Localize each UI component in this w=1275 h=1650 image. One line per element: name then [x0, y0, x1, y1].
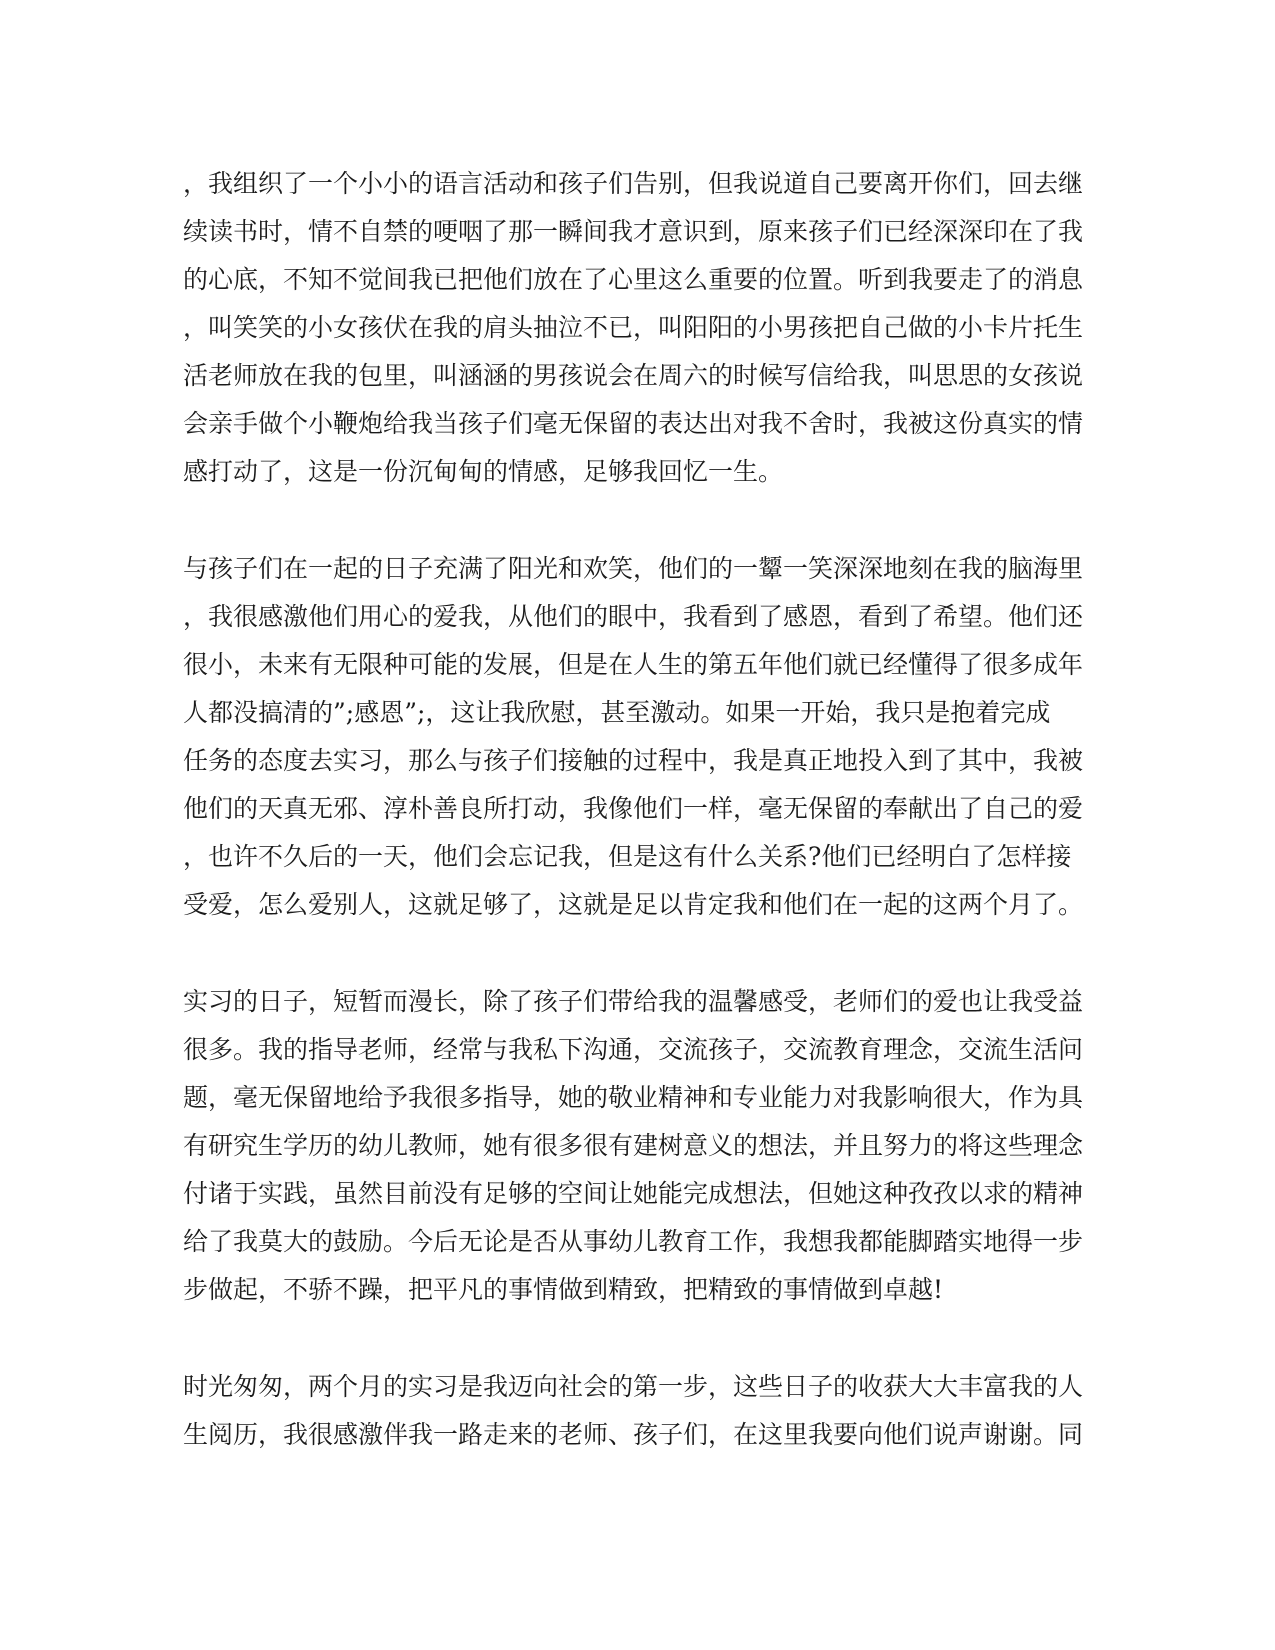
text-line: 题，毫无保留地给予我很多指导，她的敬业精神和专业能力对我影响很大，作为具 — [183, 1083, 1084, 1112]
text-line: 与孩子们在一起的日子充满了阳光和欢笑，他们的一颦一笑深深地刻在我的脑海里 — [183, 554, 1084, 583]
paragraph-1 — [183, 160, 1083, 496]
text-line: 时光匆匆，两个月的实习是我迈向社会的第一步，这些日子的收获大大丰富我的人 — [183, 1372, 1084, 1401]
text-line: 给了我莫大的鼓励。今后无论是否从事幼儿教育工作，我想我都能脚踏实地得一步 — [183, 1227, 1084, 1256]
text-line: 很多。我的指导老师，经常与我私下沟通，交流孩子，交流教育理念，交流生活问 — [183, 1035, 1084, 1064]
text-line: 他们的天真无邪、淳朴善良所打动，我像他们一样，毫无保留的奉献出了自己的爱 — [183, 794, 1084, 823]
text-line: 续读书时，情不自禁的哽咽了那一瞬间我才意识到，原来孩子们已经深深印在了我 — [183, 217, 1084, 246]
document-body — [183, 160, 1083, 1459]
text-line: 会亲手做个小鞭炮给我当孩子们毫无保留的表达出对我不舍时，我被这份真实的情 — [183, 409, 1084, 438]
paragraph-3 — [183, 978, 1083, 1314]
text-line: 付诸于实践，虽然目前没有足够的空间让她能完成想法，但她这种孜孜以求的精神 — [183, 1179, 1084, 1208]
paragraph-gap — [183, 496, 1083, 545]
text-line: 受爱，怎么爱别人，这就足够了，这就是足以肯定我和他们在一起的这两个月了。 — [183, 890, 1084, 919]
paragraph-gap — [183, 1314, 1083, 1363]
text-line: 很小，未来有无限种可能的发展，但是在人生的第五年他们就已经懂得了很多成年 — [183, 650, 1084, 679]
text-line: 生阅历，我很感激伴我一路走来的老师、孩子们，在这里我要向他们说声谢谢。同 — [183, 1420, 1084, 1449]
text-line: 感打动了，这是一份沉甸甸的情感，足够我回忆一生。 — [183, 457, 784, 486]
text-line: 实习的日子，短暂而漫长，除了孩子们带给我的温馨感受，老师们的爱也让我受益 — [183, 987, 1084, 1016]
paragraph-2 — [183, 545, 1083, 929]
text-line: 人都没搞清的”;感恩”;，这让我欣慰，甚至激动。如果一开始，我只是抱着完成 — [183, 698, 1051, 727]
text-line: 步做起，不骄不躁，把平凡的事情做到精致，把精致的事情做到卓越! — [183, 1275, 944, 1304]
text-line: 的心底，不知不觉间我已把他们放在了心里这么重要的位置。听到我要走了的消息 — [183, 265, 1084, 294]
text-line: ，我组织了一个小小的语言活动和孩子们告别，但我说道自己要离开你们，回去继 — [183, 169, 1084, 198]
paragraph-4 — [183, 1363, 1083, 1459]
text-line: ，也许不久后的一天，他们会忘记我，但是这有什么关系?他们已经明白了怎样接 — [183, 842, 1072, 871]
text-line: 任务的态度去实习，那么与孩子们接触的过程中，我是真正地投入到了其中，我被 — [183, 746, 1084, 775]
text-line: ，我很感激他们用心的爱我，从他们的眼中，我看到了感恩，看到了希望。他们还 — [183, 602, 1084, 631]
paragraph-gap — [183, 929, 1083, 978]
text-line: 活老师放在我的包里，叫涵涵的男孩说会在周六的时候写信给我，叫思思的女孩说 — [183, 361, 1084, 390]
text-line: ，叫笑笑的小女孩伏在我的肩头抽泣不已，叫阳阳的小男孩把自己做的小卡片托生 — [183, 313, 1084, 342]
text-line: 有研究生学历的幼儿教师，她有很多很有建树意义的想法，并且努力的将这些理念 — [183, 1131, 1084, 1160]
